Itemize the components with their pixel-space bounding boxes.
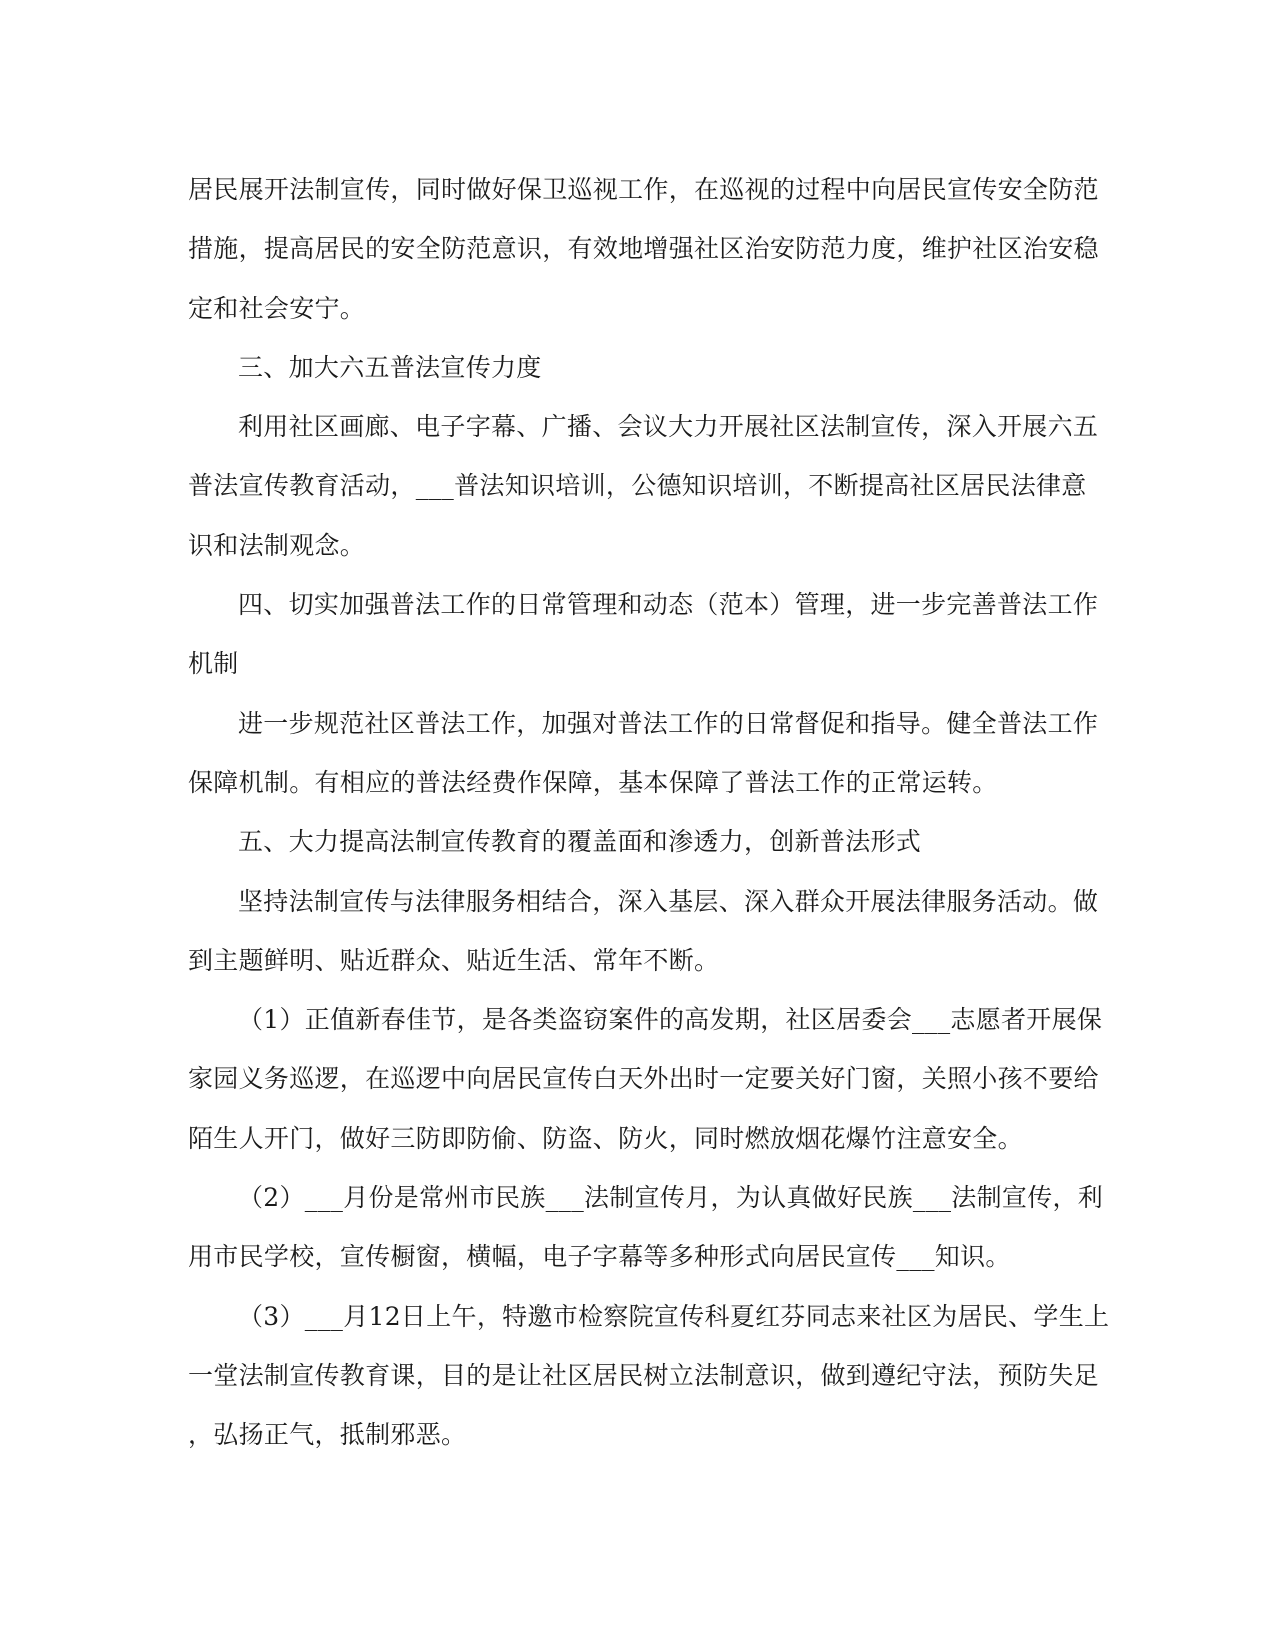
section-heading-3: 三、加大六五普法宣传力度 xyxy=(238,352,542,382)
paragraph-line: 利用社区画廊、电子字幕、广播、会议大力开展社区法制宣传，深入开展六五 xyxy=(238,412,1099,442)
paragraph-line: 措施，提高居民的安全防范意识，有效地增强社区治安防范力度，维护社区治安稳 xyxy=(188,234,1099,264)
paragraph-line: 普法宣传教育活动，___普法知识培训，公德知识培训，不断提高社区居民法律意 xyxy=(188,471,1087,501)
paragraph-line: 识和法制观念。 xyxy=(188,530,366,560)
paragraph-line: 保障机制。有相应的普法经费作保障，基本保障了普法工作的正常运转。 xyxy=(188,767,998,797)
list-item-3: （3）___月12日上午，特邀市检察院宣传科夏红芬同志来社区为居民、学生上 xyxy=(238,1301,1110,1331)
paragraph-line: 用市民学校，宣传橱窗，横幅，电子字幕等多种形式向居民宣传___知识。 xyxy=(188,1242,1011,1272)
paragraph-line: 陌生人开门，做好三防即防偷、防盗、防火，同时燃放烟花爆竹注意安全。 xyxy=(188,1123,1023,1153)
document-body xyxy=(188,160,1110,1465)
paragraph-line: 一堂法制宣传教育课，目的是让社区居民树立法制意识，做到遵纪守法，预防失足 xyxy=(188,1360,1099,1390)
paragraph-line: 定和社会安宁。 xyxy=(188,293,366,323)
paragraph-line: ，弘扬正气，抵制邪恶。 xyxy=(188,1420,467,1450)
section-heading-4: 四、切实加强普法工作的日常管理和动态（范本）管理，进一步完善普法工作 xyxy=(238,590,1099,620)
section-heading-4-cont: 机制 xyxy=(188,649,239,679)
list-item-1: （1）正值新春佳节，是各类盗窃案件的高发期，社区居委会___志愿者开展保 xyxy=(238,1005,1103,1035)
paragraph-line: 进一步规范社区普法工作，加强对普法工作的日常督促和指导。健全普法工作 xyxy=(238,708,1099,738)
paragraph-line: 坚持法制宣传与法律服务相结合，深入基层、深入群众开展法律服务活动。做 xyxy=(238,886,1099,916)
paragraph-line: 家园义务巡逻，在巡逻中向居民宣传白天外出时一定要关好门窗，关照小孩不要给 xyxy=(188,1064,1099,1094)
paragraph-line: 到主题鲜明、贴近群众、贴近生活、常年不断。 xyxy=(188,945,720,975)
paragraph-line: 居民展开法制宣传，同时做好保卫巡视工作，在巡视的过程中向居民宣传安全防范 xyxy=(188,175,1099,204)
list-item-2: （2）___月份是常州市民族___法制宣传月，为认真做好民族___法制宣传，利 xyxy=(238,1183,1104,1213)
section-heading-5: 五、大力提高法制宣传教育的覆盖面和渗透力，创新普法形式 xyxy=(238,827,922,857)
